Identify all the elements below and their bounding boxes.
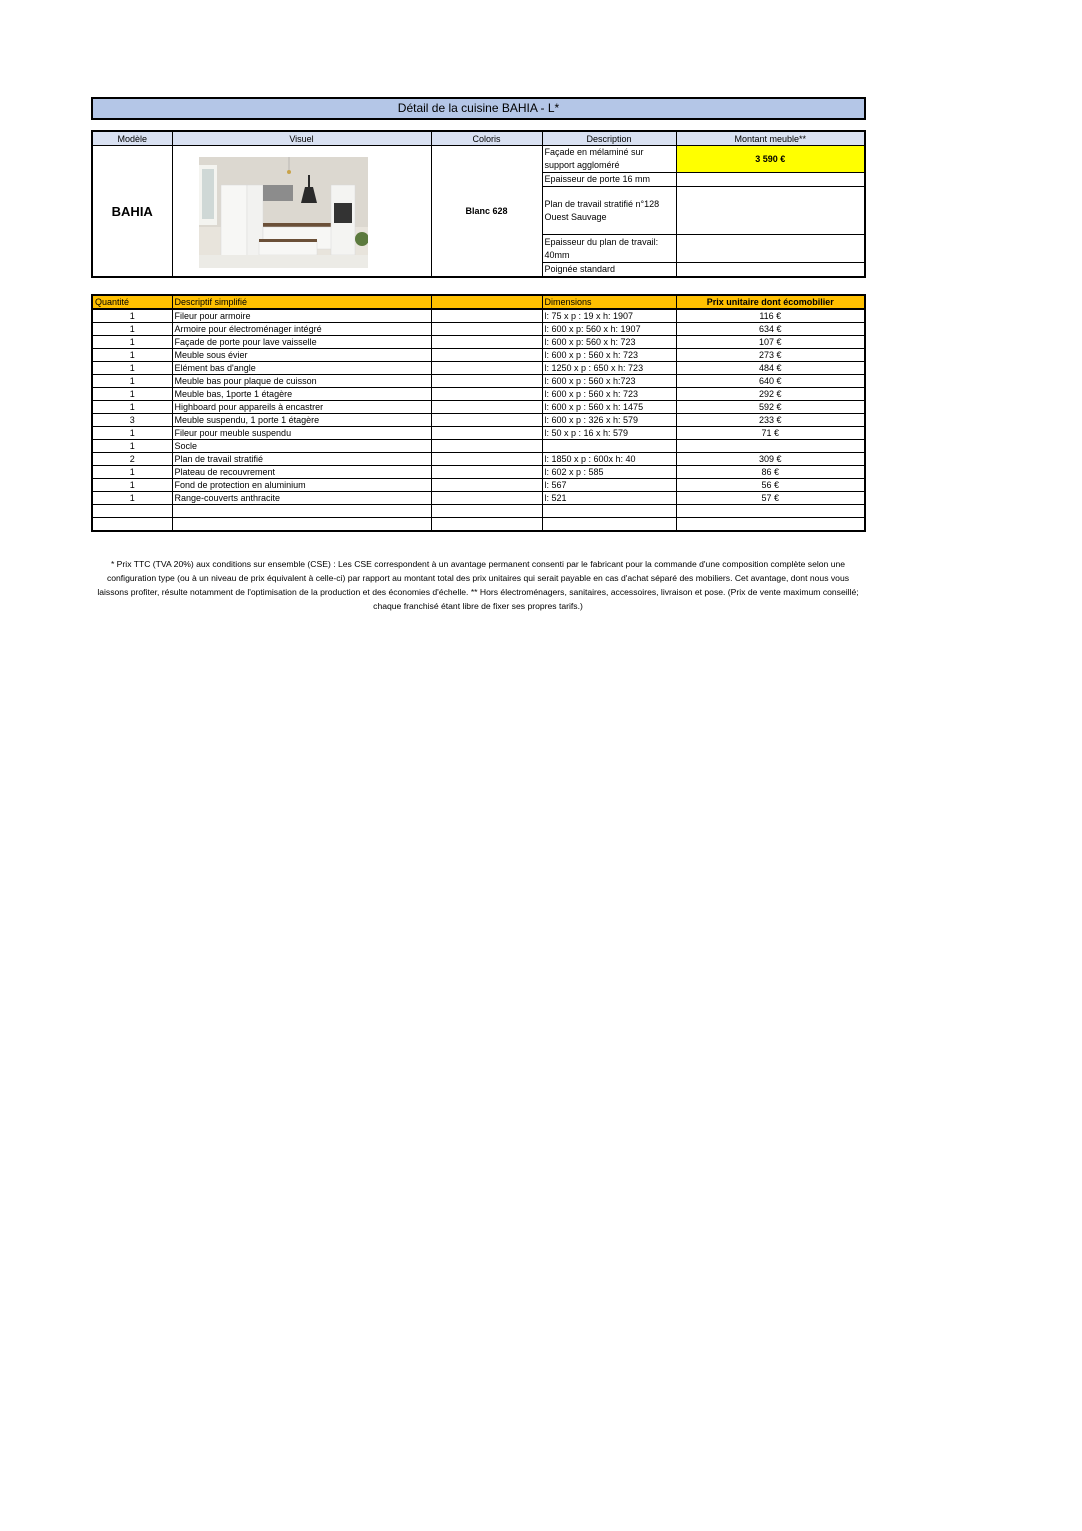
row-quantity xyxy=(92,518,172,532)
row-description: Plateau de recouvrement xyxy=(172,466,431,479)
row-quantity: 1 xyxy=(92,336,172,349)
table-row xyxy=(92,388,865,401)
description-5: Poignée standard xyxy=(542,263,676,278)
row-dimensions: l: 1850 x p : 600x h: 40 xyxy=(542,453,676,466)
row-description: Socle xyxy=(172,440,431,453)
row-description: Armoire pour électroménager intégré xyxy=(172,323,431,336)
row-quantity: 1 xyxy=(92,440,172,453)
header-amount: Montant meuble** xyxy=(676,131,865,146)
row-description: Fileur pour meuble suspendu xyxy=(172,427,431,440)
row-price: 292 € xyxy=(676,388,865,401)
coloris-value: Blanc 628 xyxy=(431,146,542,278)
page-title: Détail de la cuisine BAHIA - L* xyxy=(91,97,866,120)
row-price xyxy=(676,518,865,532)
row-description: Range-couverts anthracite xyxy=(172,492,431,505)
description-2: Epaisseur de porte 16 mm xyxy=(542,173,676,187)
row-quantity: 1 xyxy=(92,401,172,414)
price-value: 3 590 € xyxy=(676,146,865,173)
row-description: Meuble bas pour plaque de cuisson xyxy=(172,375,431,388)
row-dimensions xyxy=(542,440,676,453)
row-description: Façade de porte pour lave vaisselle xyxy=(172,336,431,349)
table-row xyxy=(92,323,865,336)
row-description xyxy=(172,518,431,532)
row-quantity: 3 xyxy=(92,414,172,427)
row-dimensions xyxy=(542,505,676,518)
row-dimensions: l: 600 x p: 560 x h: 1907 xyxy=(542,323,676,336)
row-dimensions: l: 600 x p : 560 x h: 723 xyxy=(542,388,676,401)
model-table-header xyxy=(92,131,865,146)
row-description: Meuble sous évier xyxy=(172,349,431,362)
table-row xyxy=(92,440,865,453)
row-price xyxy=(676,505,865,518)
description-4: Epaisseur du plan de travail: 40mm xyxy=(542,235,676,263)
table-row xyxy=(92,479,865,492)
row-description: Meuble suspendu, 1 porte 1 étagère xyxy=(172,414,431,427)
row-dimensions: l: 600 x p: 560 x h: 723 xyxy=(542,336,676,349)
table-row xyxy=(92,309,865,323)
table-row xyxy=(92,505,865,518)
row-description: Meuble bas, 1porte 1 étagère xyxy=(172,388,431,401)
row-quantity: 1 xyxy=(92,466,172,479)
row-quantity: 1 xyxy=(92,309,172,323)
row-description: Elément bas d'angle xyxy=(172,362,431,375)
table-row xyxy=(92,375,865,388)
row-dimensions: l: 75 x p : 19 x h: 1907 xyxy=(542,309,676,323)
row-dimensions: l: 1250 x p : 650 x h: 723 xyxy=(542,362,676,375)
description-3: Plan de travail stratifié n°128 Ouest Sauvage xyxy=(542,187,676,235)
row-description: Fond de protection en aluminium xyxy=(172,479,431,492)
row-dimensions: l: 50 x p : 16 x h: 579 xyxy=(542,427,676,440)
row-price: 634 € xyxy=(676,323,865,336)
row-dimensions: l: 600 x p : 560 x h:723 xyxy=(542,375,676,388)
row-dimensions: l: 600 x p : 560 x h: 723 xyxy=(542,349,676,362)
header-dimensions: Dimensions xyxy=(542,295,676,309)
table-row xyxy=(92,492,865,505)
header-unit-price: Prix unitaire dont écomobilier xyxy=(676,295,865,309)
table-row xyxy=(92,466,865,479)
table-row xyxy=(92,401,865,414)
row-quantity: 1 xyxy=(92,349,172,362)
row-dimensions: l: 600 x p : 560 x h: 1475 xyxy=(542,401,676,414)
items-table-header xyxy=(92,295,865,309)
row-price: 56 € xyxy=(676,479,865,492)
table-row xyxy=(92,414,865,427)
row-price xyxy=(676,440,865,453)
row-quantity xyxy=(92,505,172,518)
row-description: Fileur pour armoire xyxy=(172,309,431,323)
table-row xyxy=(92,427,865,440)
row-quantity: 1 xyxy=(92,362,172,375)
header-visual: Visuel xyxy=(172,131,431,146)
row-price: 57 € xyxy=(676,492,865,505)
row-dimensions: l: 521 xyxy=(542,492,676,505)
kitchen-photo xyxy=(199,157,368,268)
items-table xyxy=(91,294,866,532)
header-description: Description xyxy=(542,131,676,146)
row-quantity: 1 xyxy=(92,479,172,492)
table-row xyxy=(92,453,865,466)
header-simple-description: Descriptif simplifié xyxy=(172,295,431,309)
header-model: Modèle xyxy=(92,131,172,146)
header-blank xyxy=(431,295,542,309)
row-price: 273 € xyxy=(676,349,865,362)
row-description: Plan de travail stratifié xyxy=(172,453,431,466)
header-coloris: Coloris xyxy=(431,131,542,146)
row-dimensions xyxy=(542,518,676,532)
footnote: * Prix TTC (TVA 20%) aux conditions sur ensemble (CSE) : Les CSE correspondent à un avantage permanent consenti par le fabricant pour la commande d'une composition complète selon une configuration type (ou à un niveau de prix équivalent à celle-ci) par rapport au montant total des prix unitaires qui serait payable en cas d'achat séparé des mobiliers. Cet avantage, dont nous vous laissons profiter, résulte notamment de l'optimisation de la production et des économies d'échelle. ** Hors électroménagers, sanitaires, accessoires, livraison et pose. (Prix de vente maximum conseillé; chaque franchisé étant libre de fixer ses propres tarifs.) xyxy=(97,559,859,611)
row-dimensions: l: 600 x p : 326 x h: 579 xyxy=(542,414,676,427)
row-price: 484 € xyxy=(676,362,865,375)
row-quantity: 1 xyxy=(92,492,172,505)
row-quantity: 2 xyxy=(92,453,172,466)
table-row xyxy=(92,518,865,532)
row-dimensions: l: 567 xyxy=(542,479,676,492)
model-name: BAHIA xyxy=(92,146,172,278)
row-quantity: 1 xyxy=(92,427,172,440)
description-1: Façade en mélaminé sur support aggloméré xyxy=(542,146,676,173)
row-price: 640 € xyxy=(676,375,865,388)
row-dimensions: l: 602 x p : 585 xyxy=(542,466,676,479)
table-row xyxy=(92,349,865,362)
row-quantity: 1 xyxy=(92,323,172,336)
row-price: 116 € xyxy=(676,309,865,323)
row-description xyxy=(172,505,431,518)
row-price: 71 € xyxy=(676,427,865,440)
row-quantity: 1 xyxy=(92,388,172,401)
row-price: 233 € xyxy=(676,414,865,427)
table-row xyxy=(92,336,865,349)
row-quantity: 1 xyxy=(92,375,172,388)
row-price: 309 € xyxy=(676,453,865,466)
row-price: 107 € xyxy=(676,336,865,349)
row-price: 592 € xyxy=(676,401,865,414)
row-description: Highboard pour appareils à encastrer xyxy=(172,401,431,414)
table-row xyxy=(92,362,865,375)
header-quantity: Quantité xyxy=(92,295,172,309)
row-price: 86 € xyxy=(676,466,865,479)
